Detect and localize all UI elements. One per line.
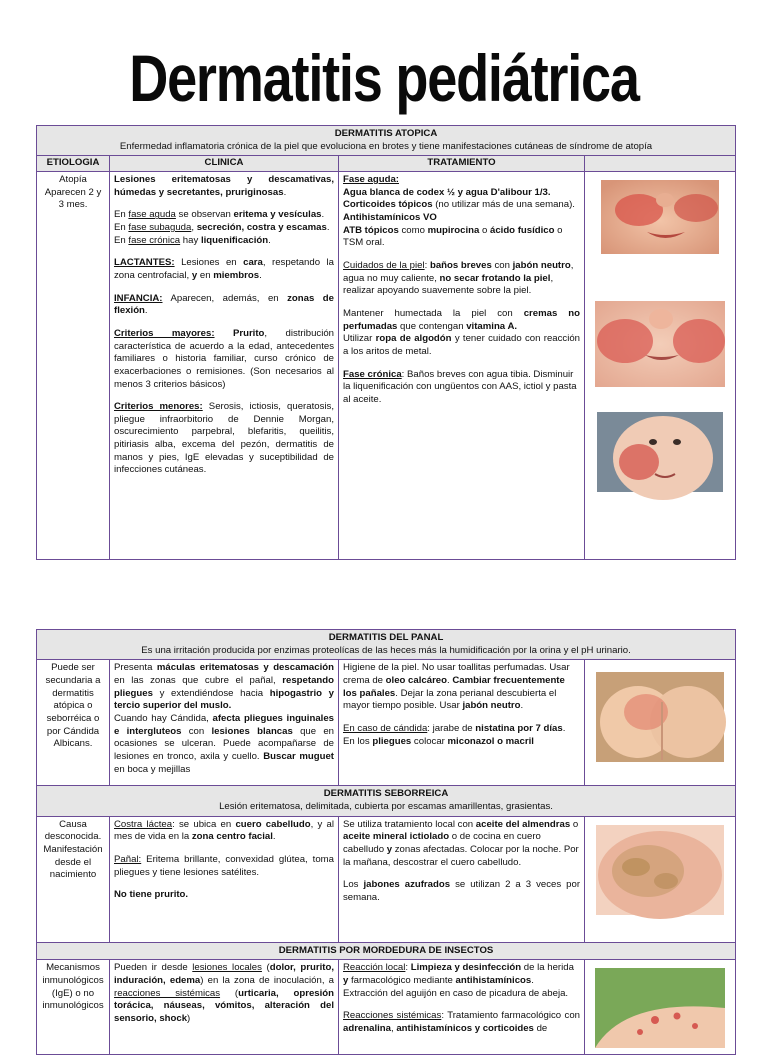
text: : xyxy=(405,962,411,974)
underlined-text: lesiones locales xyxy=(192,962,262,974)
bold-text: no secar frotando la piel xyxy=(439,272,551,284)
text: Eritema brillante, convexidad glútea, toma pliegues y tiene lesiones satélites. xyxy=(114,853,334,878)
text: en las zonas que cubre el pañal, xyxy=(114,674,283,686)
text: Serosis, ictiosis, queratosis, pliegue infraorbitorio de Dennie Morgan, oscurecimiento parpebral, blefaritis, queilitis, pitiriasis alba, excema del pezón, dermatitis de manos y pies, IgE elevadas y suceptibilidad de infecciones cutáneas. xyxy=(114,401,334,476)
text: : jarabe de xyxy=(427,722,476,734)
atopica-photos xyxy=(585,171,736,559)
bold-text: eritema y vesículas xyxy=(233,209,322,221)
atopic-child-photo-1 xyxy=(601,180,719,254)
text: zonas afectadas. Colocar por la noche. Por la mañana, descostrar el cuero cabelludo. xyxy=(343,843,579,868)
seborreica-tratamiento xyxy=(339,816,585,942)
col-clinica: CLINICA xyxy=(110,156,339,172)
bold-text: adrenalina xyxy=(343,1022,391,1034)
bold-text: secreción, costra y escamas xyxy=(196,221,327,233)
panal-tratamiento xyxy=(339,660,585,786)
clinica-criterios-mayores xyxy=(114,328,334,391)
seborreica-etiologia: Causa desconocida. Manifestación desde el nacimiento xyxy=(37,816,110,942)
text: o de cocina en cuero cabelludo xyxy=(343,831,541,855)
bold-text: aceite mineral ictiolado xyxy=(343,831,450,843)
text: : xyxy=(424,259,430,271)
text: , respetando la zona centrofacial, xyxy=(114,257,334,281)
text: , agua no muy caliente, xyxy=(343,259,574,284)
text: En los xyxy=(343,735,373,747)
bold-text: Cambiar frecuentemente los pañales xyxy=(343,674,565,699)
bold-text: vitamina A. xyxy=(466,320,518,332)
bold-text: Agua blanca de codex ½ y agua D'alibour 1/3. xyxy=(343,186,551,198)
atopica-header xyxy=(37,126,736,156)
seborreica-header xyxy=(37,786,736,816)
atopic-child-photo-3 xyxy=(597,412,723,492)
bold-text: hipogastrio y tercio superior del muslo. xyxy=(114,687,335,712)
bold-text: zonas de flexión xyxy=(114,292,334,317)
bold-text: ácido fusídico xyxy=(489,224,555,236)
text: , y al mes de vida en la xyxy=(114,818,334,843)
bold-text: cremas no perfumadas xyxy=(343,307,580,332)
bold-text: nistatina por 7 días xyxy=(475,722,563,734)
seborreica-photo-cell xyxy=(585,816,736,942)
text: con xyxy=(491,259,513,271)
panal-header xyxy=(37,630,736,660)
bold-text: liquenificación xyxy=(200,234,269,246)
text: (no utilizar más de una semana). xyxy=(432,199,575,211)
underlined-text: LACTANTES: xyxy=(114,257,175,269)
bold-text: cara xyxy=(243,257,263,269)
cradle-cap-photo xyxy=(596,825,724,915)
text: . xyxy=(272,831,276,843)
text: que contengan xyxy=(397,320,467,332)
text: En xyxy=(114,221,129,233)
col-imagen xyxy=(585,156,736,172)
text: hay xyxy=(180,234,201,246)
insectos-tratamiento xyxy=(339,960,585,1055)
bold-text: Limpieza y desinfección xyxy=(410,962,522,974)
text: ) en la zona de inoculación, a xyxy=(200,974,335,986)
text: Pueden ir desde xyxy=(114,962,193,974)
text: Aparecen, además, en xyxy=(162,292,288,304)
clinica-fases: En fase aguda se observan eritema y vesículas. En fase subaguda, secreción, costra y escamas. En fase crónica hay liquenificación. xyxy=(114,209,330,246)
insectos-title: DERMATITIS POR MORDEDURA DE INSECTOS xyxy=(278,944,494,956)
clinica-criterios-menores xyxy=(114,401,334,477)
bold-text: baños breves xyxy=(429,259,492,271)
panal-etiologia: Puede ser secundaria a dermatitis atópica o seborréica o por Cándida Albicans. xyxy=(37,660,110,786)
insectos-photo-cell xyxy=(585,960,736,1055)
text: : Baños breves con agua tibia. Disminuir la liquenificación con ungüentos con AAS, ictiol y pasta al aceite. xyxy=(343,368,577,405)
bold-text: Lesiones eritematosas y descamativas, húmedas y secretantes, pruriginosas xyxy=(114,173,334,198)
text: ( xyxy=(261,962,270,974)
atopica-table xyxy=(36,125,736,560)
text: . xyxy=(447,674,453,686)
clinica-infancia: INFANCIA: Aparecen, además, en zonas de flexión. xyxy=(114,292,334,317)
underlined-text: Reacciones sistémicas xyxy=(343,1010,442,1022)
bold-text: No tiene prurito. xyxy=(114,889,189,901)
text: Lesiones en xyxy=(174,257,244,269)
bold-text: mupirocina xyxy=(427,224,480,236)
text: colocar xyxy=(411,735,448,747)
atopica-etiologia: Atopía Aparecen 2 y 3 mes. xyxy=(37,171,110,559)
text: : se ubica en xyxy=(172,818,236,830)
panal-subtitle: Es una irritación producida por enzimas proteolícas de las heces más la humidificación por la orina y el pH urinario. xyxy=(141,644,631,656)
text: . Extracción del aguijón en caso de picadura de abeja. xyxy=(343,974,569,999)
bold-text: antihistamínicos y corticoides xyxy=(396,1022,534,1034)
underlined-text: reacciones sistémicas xyxy=(114,987,221,999)
bold-text: jabón neutro xyxy=(512,259,571,271)
text: ( xyxy=(220,987,239,999)
atopica-tratamiento xyxy=(339,171,585,559)
text: , xyxy=(391,1022,397,1034)
text: como xyxy=(398,224,428,236)
text: . Dejar la zona perianal descubierta el mayor tiempo posible. Usar xyxy=(343,687,557,712)
text: Se utiliza tratamiento local con xyxy=(343,818,476,830)
panal-photo-cell xyxy=(585,660,736,786)
text: o TSM oral. xyxy=(343,224,563,249)
underlined-text: fase crónica xyxy=(128,234,181,246)
diaper-rash-photo xyxy=(596,672,724,762)
text: o xyxy=(479,224,490,236)
seborreica-clinica xyxy=(110,816,339,942)
bold-text: urticaria, opresión torácica, náuseas, vómitos, alteración del sensorio, shock xyxy=(114,987,335,1024)
text: o xyxy=(570,818,579,830)
text: se observan xyxy=(175,209,234,221)
clinica-lactantes: LACTANTES: Lesiones en cara, respetando la zona centrofacial, y en miembros. xyxy=(114,257,334,281)
bold-text: Buscar muguet xyxy=(263,750,334,762)
underlined-text: Fase crónica xyxy=(343,368,402,380)
bold-text: afecta pliegues inguinales e intergluteos xyxy=(114,712,334,737)
text: ) xyxy=(187,1012,191,1024)
insect-bite-photo xyxy=(595,968,725,1048)
tratamiento-fase-cronica xyxy=(343,369,580,407)
text: En xyxy=(114,234,129,246)
bold-text: dolor, prurito, induración, edema xyxy=(114,962,334,986)
text: se utilizan 2 a 3 veces por semana. xyxy=(343,879,581,903)
col-etiologia: ETIOLOGIA xyxy=(37,156,110,172)
text: y extendiéndose hacia xyxy=(152,687,270,699)
text: Presenta xyxy=(114,662,157,674)
bold-text: Corticoides tópicos xyxy=(343,199,433,211)
text: En xyxy=(114,209,129,221)
text: en xyxy=(197,269,214,281)
insectos-clinica xyxy=(110,960,339,1055)
bold-text: ATB tópicos xyxy=(343,224,399,236)
underlined-text: En caso de cándida xyxy=(343,722,428,734)
text: que en ocasiones se ulceran. Puede acompañarse de lesiones en tronco, axila y cuello. xyxy=(114,725,334,762)
text: con xyxy=(181,725,212,737)
underlined-text: Costra láctea xyxy=(114,818,173,830)
text: farmacológico mediante xyxy=(348,974,456,986)
text: . xyxy=(283,186,287,198)
bold-text: Antihistamínicos VO xyxy=(343,211,437,223)
bold-text: respetando pliegues xyxy=(114,674,334,699)
bold-text: aceite del almendras xyxy=(475,818,571,830)
atopic-child-photo-2 xyxy=(595,301,725,387)
bold-text: miconazol o macril xyxy=(447,735,534,747)
text: . xyxy=(520,700,524,712)
clinica-lesiones xyxy=(114,174,334,199)
bold-text: máculas eritematosas y descamación xyxy=(156,662,334,674)
text: , distribución característica de acuerdo a la edad, antecedentes familiares o historia familiar, curso crónico de exacerbaciones o remisiones. (Son necesarios al menos 3 criterios básicos) xyxy=(114,327,335,390)
bold-text: zona centro facial xyxy=(191,831,273,843)
tratamiento-humectacion xyxy=(343,308,580,359)
text: . xyxy=(562,722,566,734)
underlined-text: Criterios menores: xyxy=(114,401,203,413)
bold-text: y xyxy=(343,974,349,986)
text: de xyxy=(533,1022,548,1034)
bold-text: jabón neutro xyxy=(462,700,521,712)
text: de la herida xyxy=(521,962,574,974)
text: Higiene de la piel. No usar toallitas perfumadas. Usar crema de xyxy=(343,662,570,686)
text: : Tratamiento farmacológico con xyxy=(441,1010,581,1022)
bold-text: antihistamínicos xyxy=(455,974,532,986)
text: Utilizar xyxy=(343,333,376,345)
underlined-text: INFANCIA: xyxy=(114,292,163,304)
underlined-text: fase subaguda xyxy=(128,221,192,233)
insectos-header xyxy=(37,942,736,960)
atopica-subtitle: Enfermedad inflamatoria crónica de la piel que evoluciona en brotes y tiene manifestaciones cutáneas de síndrome de atopía xyxy=(119,140,653,152)
bold-text: cuero cabelludo xyxy=(235,818,311,830)
insectos-etiologia: Mecanismos inmunológicos (IgE) o no inmunológicos xyxy=(37,960,110,1055)
panal-clinica xyxy=(110,660,339,786)
panal-title: DERMATITIS DEL PANAL xyxy=(328,632,444,643)
bold-text: Prurito xyxy=(232,327,265,339)
seborreica-subtitle: Lesión eritematosa, delimitada, cubierta por escamas amarillentas, grasientas. xyxy=(219,800,553,812)
other-dermatitis-table xyxy=(36,629,736,1055)
bold-text: jabones azufrados xyxy=(363,879,451,891)
underlined-text: fase aguda xyxy=(128,209,176,221)
text: y tener cuidado con reacción a los aritos de metal. xyxy=(343,333,581,357)
bold-text: y xyxy=(386,843,393,855)
text: Los xyxy=(343,879,364,891)
seborreica-title: DERMATITIS SEBORREICA xyxy=(323,788,449,800)
underlined-text: Reacción local xyxy=(343,962,406,974)
bold-text: y xyxy=(191,269,198,281)
page-title: Dermatitis pediátrica xyxy=(129,41,639,115)
col-tratamiento: TRATAMIENTO xyxy=(339,156,585,172)
bold-text: oleo calcáreo xyxy=(385,674,447,686)
text: Cuando hay Cándida, xyxy=(114,712,213,724)
atopica-clinica xyxy=(110,171,339,559)
bold-text: miembros xyxy=(213,269,260,281)
tratamiento-cuidados xyxy=(343,260,580,298)
underlined-text: Pañal: xyxy=(114,853,142,865)
bold-text: pliegues xyxy=(372,735,412,747)
bold-text: ropa de algodón xyxy=(375,333,452,345)
bold-text: lesiones blancas xyxy=(211,725,293,737)
atopica-title: DERMATITIS ATOPICA xyxy=(334,128,438,139)
text: en boca y mejillas xyxy=(114,763,191,775)
tratamiento-fase-aguda xyxy=(343,174,580,250)
text: , realizar apoyando suavemente sobre la piel. xyxy=(343,272,554,297)
text: Mantener humectada la piel con xyxy=(343,307,524,319)
underlined-text: Fase aguda: xyxy=(343,173,399,185)
underlined-text: Cuidados de la piel xyxy=(343,259,425,271)
underlined-text: Criterios mayores: xyxy=(114,327,215,339)
